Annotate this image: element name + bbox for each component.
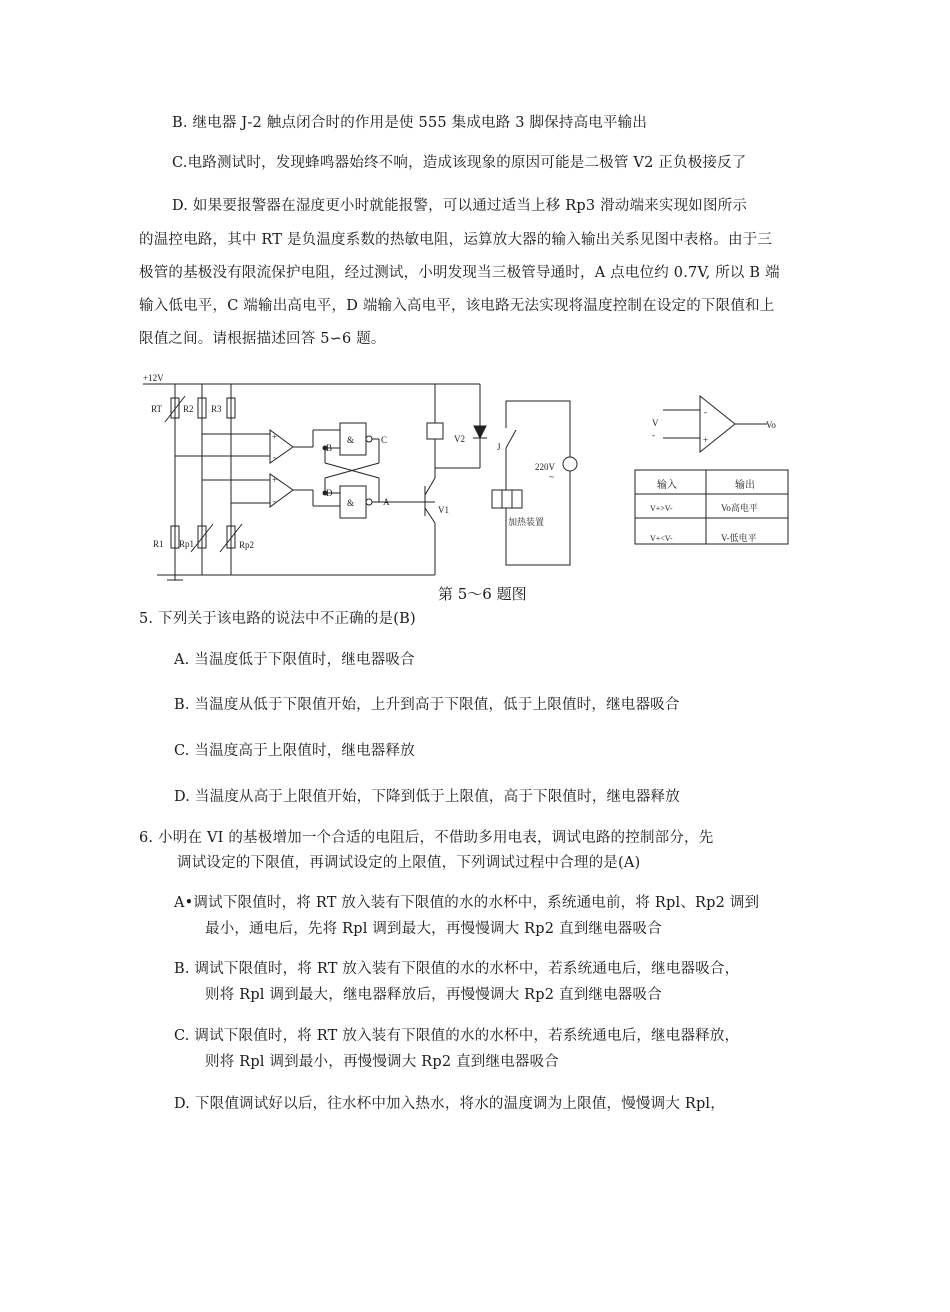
table-cell-input-1: V+>V- [650, 504, 673, 513]
ac-voltage-label: 220V [535, 462, 555, 472]
intro-line-4: 限值之间。请根据描述回答 5∽6 题。 [139, 331, 386, 347]
circuit-diagram [135, 368, 815, 583]
supply-label: +12V [143, 373, 164, 383]
a-label: A [383, 497, 390, 507]
opamp-plus-label: + [703, 435, 709, 445]
table-cell-input-2: V+<V- [650, 534, 673, 543]
r2-label: R2 [183, 404, 194, 414]
j-label: J [497, 442, 501, 452]
heater-label: 加热装置 [508, 517, 545, 527]
and-gate-2-label: & [347, 498, 355, 508]
q5-option-a: A. 当温度低于下限值时，继电器吸合 [174, 652, 415, 668]
option-b-text: B. 继电器 J-2 触点闭合时的作用是使 555 集成电路 3 脚保持高电平输出 [172, 115, 648, 131]
q6-stem: 6. 小明在 VI 的基极增加一个合适的电阻后，不借助多用电表，调试电路的控制部分，先 [139, 830, 714, 846]
intro-line-1: 的温控电路，其中 RT 是负温度系数的热敏电阻，运算放大器的输入输出关系见图中表格。由于三 [139, 232, 773, 248]
rp1-label: Rp1 [179, 539, 195, 549]
rp2-label: Rp2 [239, 540, 255, 550]
r3-label: R3 [211, 404, 222, 414]
v-dash-label: - [652, 430, 655, 440]
r1-label: R1 [153, 539, 164, 549]
circuit-figure [135, 368, 815, 583]
intro-line-3: 输入低电平，C 端输出高电平，D 端输入高电平，该电路无法实现将温度控制在设定的下限值和上 [139, 298, 775, 314]
c-label: C [381, 435, 388, 445]
figure-caption: 第 5～6 题图 [438, 585, 527, 603]
opamp1-plus-label: + [272, 432, 278, 442]
q6-option-d-line-1: D. 下限值调试好以后，往水杯中加入热水，将水的温度调为上限值，慢慢调大 Rpl， [174, 1096, 725, 1112]
q6-option-a-line-1: A•调试下限值时，将 RT 放入装有下限值的水的水杯中，系统通电前，将 Rpl、Rp2 调到 [174, 895, 760, 911]
ac-tilde-label: ~ [549, 472, 554, 482]
q5-stem: 5. 下列关于该电路的说法中不正确的是(B) [139, 611, 416, 627]
q6-stem-line-2: 调试设定的下限值，再调试设定的上限值，下列调试过程中合理的是(A) [177, 855, 641, 871]
q6-option-b-line-2: 则将 Rpl 调到最大，继电器释放后，再慢慢调大 Rp2 直到继电器吸合 [205, 987, 662, 1003]
q6-option-b-line-1: B. 调试下限值时，将 RT 放入装有下限值的水的水杯中，若系统通电后，继电器吸合， [174, 961, 740, 977]
opamp1-minus-label: - [273, 452, 276, 462]
opamp-minus-label: - [704, 407, 707, 417]
q6-option-c-line-2: 则将 Rpl 调到最小，再慢慢调大 Rp2 直到继电器吸合 [205, 1054, 559, 1070]
v2-label: V2 [454, 434, 465, 444]
q5-option-c: C. 当温度高于上限值时，继电器释放 [174, 743, 415, 759]
and-gate-1-label: & [347, 435, 355, 445]
table-cell-output-2: V-低电平 [721, 533, 757, 543]
table-cell-output-1: Vo高电平 [721, 503, 758, 513]
rt-label: RT [151, 404, 162, 414]
option-c-text: C.电路测试时，发现蜂鸣器始终不响，造成该现象的原因可能是二极管 V2 正负极接反了 [172, 155, 747, 171]
q5-option-b: B. 当温度从低于下限值开始，上升到高于下限值，低于上限值时，继电器吸合 [174, 697, 680, 713]
vo-label: Vo [766, 420, 776, 430]
q5-option-d: D. 当温度从高于上限值开始，下降到低于上限值，高于下限值时，继电器释放 [174, 789, 681, 805]
b-label: B [326, 443, 333, 453]
v1-label: V1 [438, 505, 449, 515]
option-d-text: D. 如果要报警器在湿度更小时就能报警，可以通过适当上移 Rp3 滑动端来实现如图所示 [172, 198, 748, 214]
opamp2-plus-label: + [272, 475, 278, 485]
q6-option-a-line-2: 最小，通电后，先将 Rpl 调到最大，再慢慢调大 Rp2 直到继电器吸合 [205, 921, 662, 937]
v-label: V [652, 418, 659, 428]
q6-option-c-line-1: C. 调试下限值时，将 RT 放入装有下限值的水的水杯中，若系统通电后，继电器释放， [174, 1028, 740, 1044]
d-label: D [326, 488, 333, 498]
table-header-input: 输入 [657, 480, 677, 491]
intro-line-2: 极管的基极没有限流保护电阻，经过测试，小明发现当三极管导通时，A 点电位约 0.7V, 所以 B 端 [139, 265, 780, 281]
table-header-output: 输出 [735, 480, 755, 491]
opamp2-minus-label: - [273, 496, 276, 506]
